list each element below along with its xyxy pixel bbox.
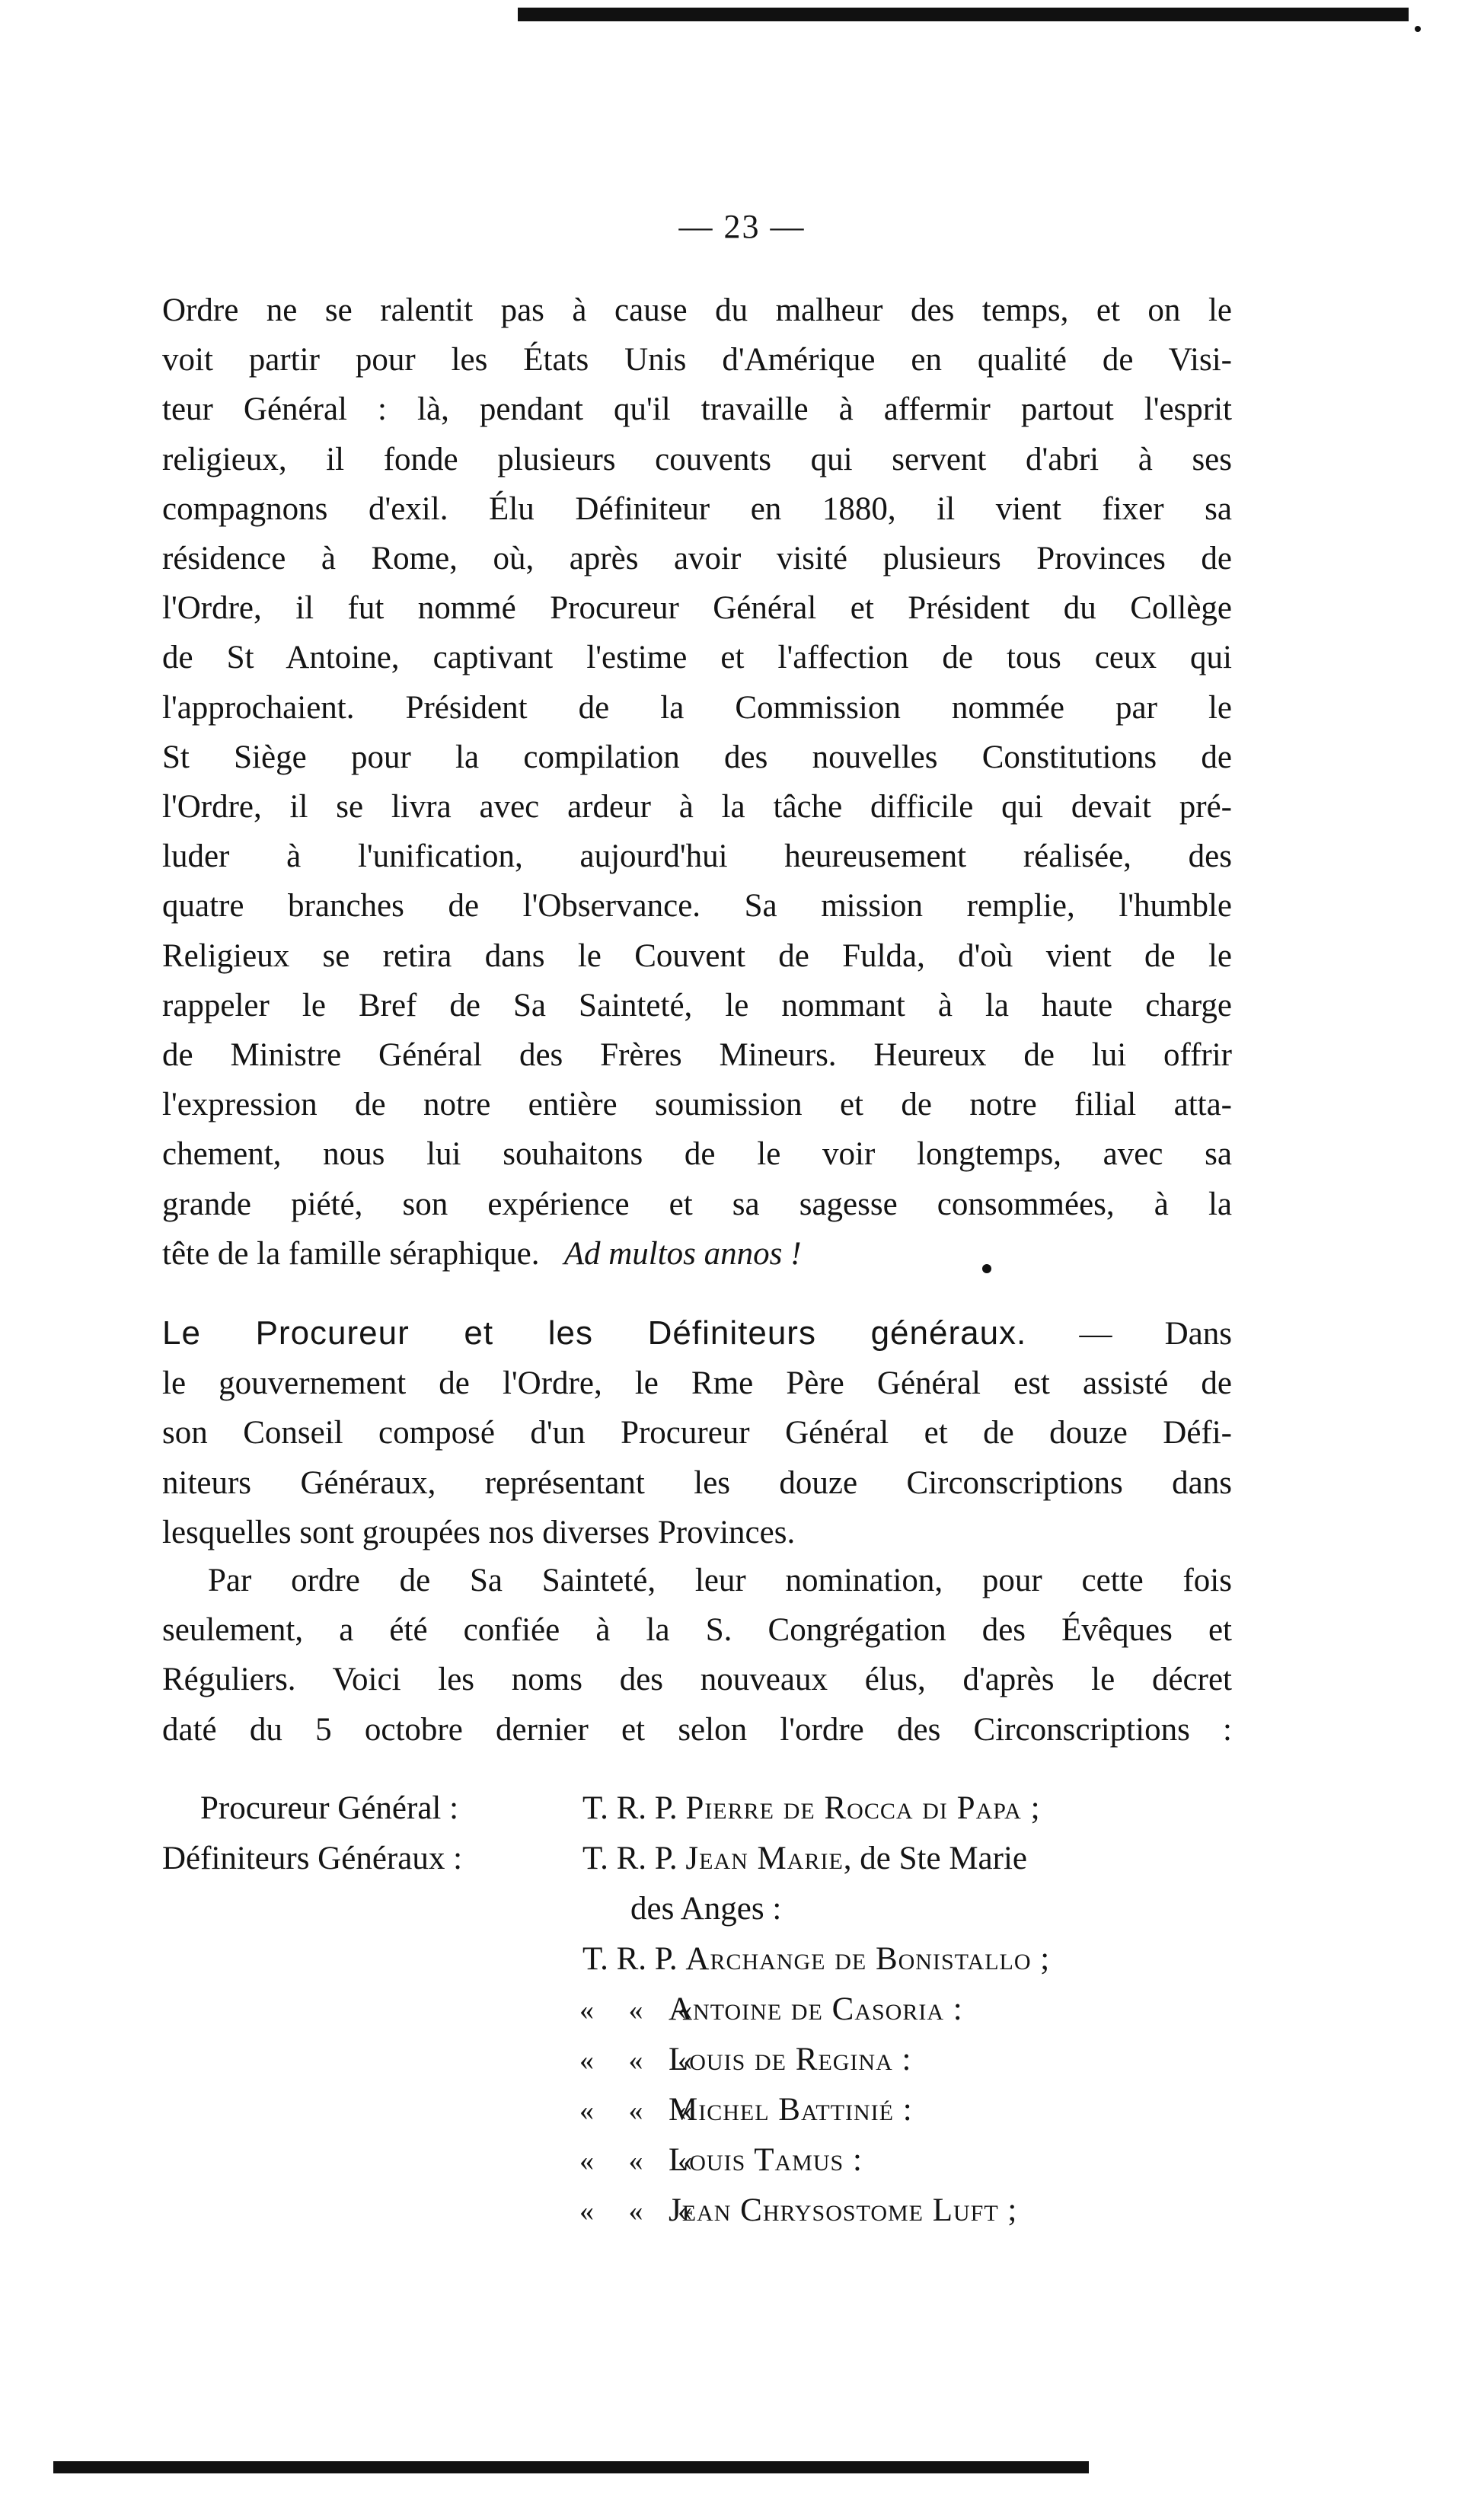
text-line: compagnons d'exil. Élu Définiteur en 1880, il vient fixer sa bbox=[162, 490, 1232, 527]
text-line: seulement, a été confiée à la S. Congrégation des Évêques et bbox=[162, 1612, 1232, 1649]
ditto-marks: « « « bbox=[579, 2045, 706, 2077]
text-line: St Siège pour la compilation des nouvelles Constitutions de bbox=[162, 739, 1232, 775]
text-line: quatre branches de l'Observance. Sa mission remplie, l'humble bbox=[162, 888, 1232, 924]
text-line: grande piété, son expérience et sa sagesse consommées, à la bbox=[162, 1186, 1232, 1222]
text-line: daté du 5 octobre dernier et selon l'ordre des Circonscriptions : bbox=[162, 1711, 1232, 1748]
title-prefix: T. R. P. bbox=[582, 1790, 678, 1826]
definiteur-row bbox=[162, 2091, 1243, 2141]
officials-list bbox=[162, 1790, 1243, 2242]
procureur-label: Procureur Général : bbox=[200, 1790, 459, 1826]
title-prefix: T. R. P. bbox=[582, 1841, 678, 1876]
ornament-dot bbox=[982, 1264, 991, 1273]
definiteur-entry bbox=[582, 1840, 1027, 1877]
page-number: — 23 — bbox=[678, 208, 806, 245]
text-line: niteurs Généraux, représentant les douze Circonscriptions dans bbox=[162, 1464, 1232, 1501]
definiteur-row bbox=[162, 2141, 1243, 2192]
definiteurs-label: Définiteurs Généraux : bbox=[162, 1841, 463, 1876]
text-line: de St Antoine, captivant l'estime et l'affection de tous ceux qui bbox=[162, 640, 1232, 676]
definiteur-continuation: des Anges : bbox=[630, 1891, 782, 1927]
definiteur-name: Jean Marie bbox=[685, 1841, 844, 1876]
top-border-rule bbox=[518, 8, 1409, 21]
text-line: religieux, il fonde plusieurs couvents qui servent d'abri à ses bbox=[162, 441, 1232, 477]
ditto-marks: « « « bbox=[579, 2095, 706, 2127]
text-line: Ordre ne se ralentit pas à cause du malheur des temps, et on le bbox=[162, 292, 1232, 328]
definiteur-row bbox=[162, 1840, 1243, 1890]
definiteur-name: Michel Battinié : bbox=[669, 2092, 913, 2128]
title-prefix: T. R. P. bbox=[582, 1941, 678, 1977]
text-line: Réguliers. Voici les noms des nouveaux élus, d'après le décret bbox=[162, 1662, 1232, 1698]
text-line: rappeler le Bref de Sa Sainteté, le nommant à la haute charge bbox=[162, 987, 1232, 1023]
definiteur-name: Louis Tamus : bbox=[669, 2142, 863, 2178]
heading-line bbox=[162, 1308, 1232, 1359]
text-line: l'expression de notre entière soumission et de notre filial atta- bbox=[162, 1087, 1232, 1123]
text-line: Par ordre de Sa Sainteté, leur nomination, pour cette fois bbox=[208, 1563, 1232, 1598]
procureur-row bbox=[162, 1790, 1243, 1840]
definiteur-name: Louis de Regina : bbox=[669, 2042, 912, 2077]
ditto-marks: « « « bbox=[579, 1994, 706, 2026]
definiteur-entry bbox=[582, 1940, 1050, 1978]
paragraph-2 bbox=[162, 1308, 1232, 1557]
text-line: son Conseil composé d'un Procureur Général et de douze Défi- bbox=[162, 1415, 1232, 1451]
text-line: l'Ordre, il fut nommé Procureur Général et Président du Collège bbox=[162, 590, 1232, 627]
text-line: l'Ordre, il se livra avec ardeur à la tâche difficile qui devait pré- bbox=[162, 789, 1232, 825]
definiteur-row bbox=[162, 2041, 1243, 2091]
text-line-last bbox=[162, 1229, 1232, 1279]
text-line: chement, nous lui souhaitons de le voir longtemps, avec sa bbox=[162, 1136, 1232, 1173]
definiteur-row bbox=[162, 2192, 1243, 2242]
text-line: de Ministre Général des Frères Mineurs. Heureux de lui offrir bbox=[162, 1037, 1232, 1074]
text-line: le gouvernement de l'Ordre, le Rme Père Général est assisté de bbox=[162, 1365, 1232, 1402]
ditto-marks: « « « bbox=[579, 2145, 706, 2177]
heading-continuation: — Dans bbox=[1079, 1316, 1232, 1352]
definiteur-row bbox=[162, 1940, 1243, 1991]
paragraph-3 bbox=[162, 1556, 1232, 1755]
definiteur-suffix: , de Ste Marie bbox=[843, 1841, 1027, 1876]
definiteur-name: Jean Chrysostome Luft ; bbox=[669, 2192, 1018, 2228]
paragraph-1 bbox=[162, 286, 1232, 1279]
text-line: teur Général : là, pendant qu'il travaille à affermir partout l'esprit bbox=[162, 391, 1232, 428]
text-line: voit partir pour les États Unis d'Amérique en qualité de Visi- bbox=[162, 342, 1232, 378]
text-line: luder à l'unification, aujourd'hui heureusement réalisée, des bbox=[162, 838, 1232, 875]
bottom-border-rule bbox=[53, 2461, 1089, 2473]
procureur-name: Pierre de Rocca di Papa ; bbox=[685, 1790, 1041, 1826]
definiteur-name: Antoine de Casoria : bbox=[669, 1991, 963, 2027]
ditto-marks: « « « bbox=[579, 2195, 706, 2227]
section-heading: Le Procureur et les Définiteurs généraux. bbox=[162, 1314, 1027, 1352]
definiteur-name: Archange de Bonistallo ; bbox=[685, 1941, 1051, 1977]
ink-speck bbox=[1415, 26, 1421, 32]
text-line: Religieux se retira dans le Couvent de Fulda, d'où vient de le bbox=[162, 937, 1232, 974]
definiteur-row-cont bbox=[162, 1890, 1243, 1940]
text-line-last: lesquelles sont groupées nos diverses Provinces. bbox=[162, 1514, 796, 1550]
text-line: l'approchaient. Président de la Commission nommée par le bbox=[162, 689, 1232, 726]
procureur-entry bbox=[582, 1790, 1041, 1827]
motto: Ad multos annos ! bbox=[563, 1235, 802, 1272]
text-line: résidence à Rome, où, après avoir visité plusieurs Provinces de bbox=[162, 541, 1232, 577]
paragraph1-closing: tête de la famille séraphique. bbox=[162, 1235, 540, 1272]
definiteur-row bbox=[162, 1991, 1243, 2041]
